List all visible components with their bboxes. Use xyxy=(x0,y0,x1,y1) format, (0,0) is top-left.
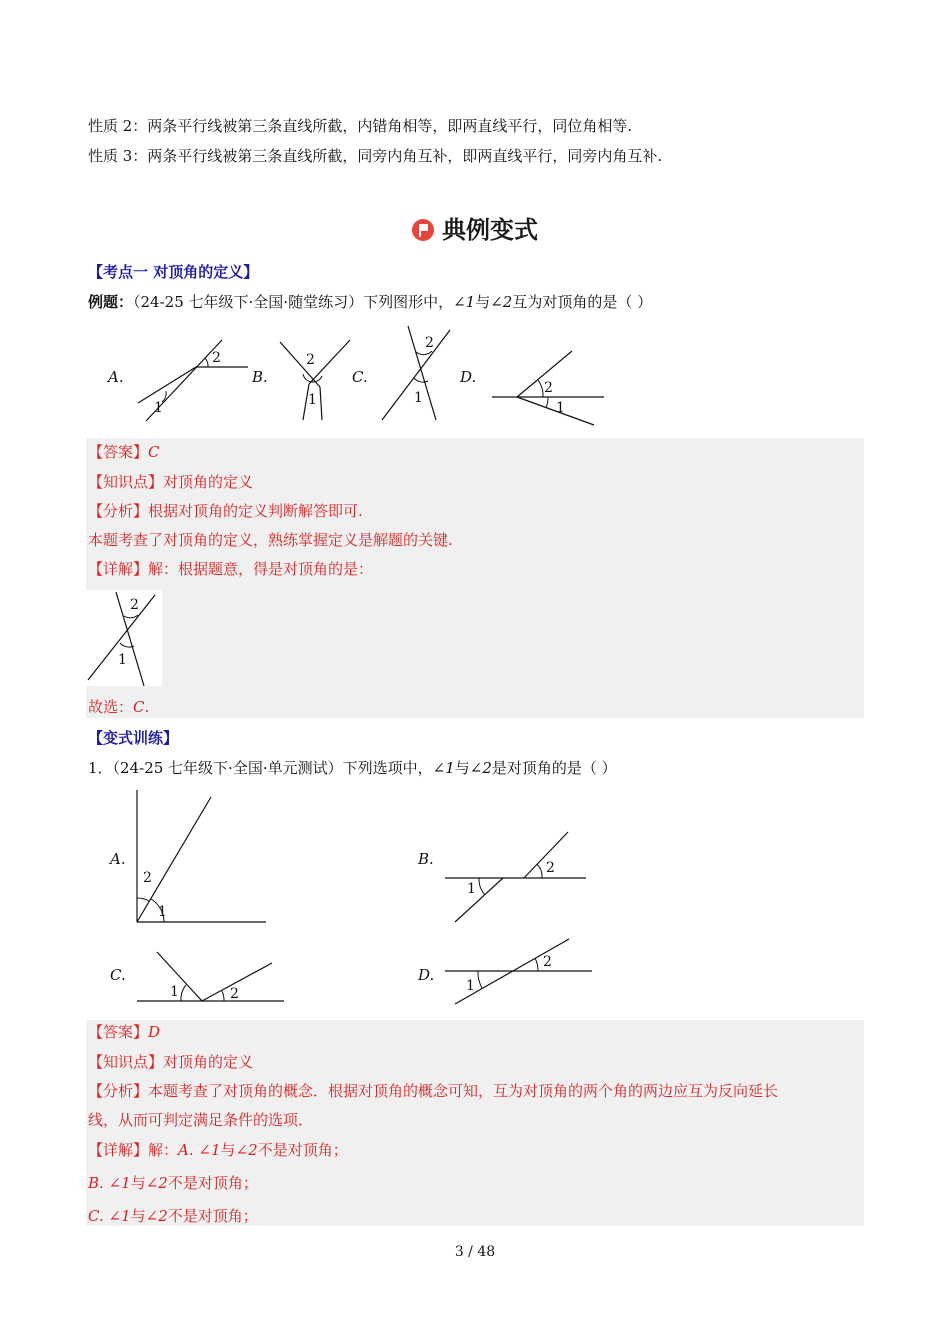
svg-text:2: 2 xyxy=(546,860,555,876)
svg-text:2: 2 xyxy=(212,350,221,366)
page-number: 3 / 48 xyxy=(454,1244,496,1260)
svg-text:2: 2 xyxy=(143,870,152,886)
svg-text:1: 1 xyxy=(467,881,476,897)
svg-text:1: 1 xyxy=(154,400,163,416)
svg-text:1: 1 xyxy=(414,390,423,406)
svg-text:1: 1 xyxy=(466,978,475,994)
example-detail: 【详解】解：根据题意，得是对顶角的是： xyxy=(88,560,374,578)
example-answer: 【答案】C xyxy=(88,443,160,461)
example-label: 例题： xyxy=(88,293,134,311)
example-option-c: C. xyxy=(352,368,368,386)
svg-text:2: 2 xyxy=(130,597,139,613)
svg-text:1: 1 xyxy=(118,652,127,668)
example-analysis: 【分析】根据对顶角的定义判断解答即可. xyxy=(88,502,363,520)
svg-text:2: 2 xyxy=(425,335,434,351)
svg-text:1: 1 xyxy=(158,904,167,920)
example-option-b: B. xyxy=(252,368,268,386)
svg-text:2: 2 xyxy=(543,954,552,970)
property-3: 性质 3：两条平行线被第三条直线所截，同旁内角互补，即两直线平行，同旁内角互补. xyxy=(88,147,663,165)
svg-text:1: 1 xyxy=(308,392,317,408)
q1-option-a: A. xyxy=(110,850,126,868)
q1-option-c: C. xyxy=(110,966,126,984)
example-analysis-2: 本题考查了对顶角的定义，熟练掌握定义是解题的关键. xyxy=(88,531,453,549)
svg-text:2: 2 xyxy=(544,380,553,396)
property-2: 性质 2：两条平行线被第三条直线所截，内错角相等，即两直线平行，同位角相等. xyxy=(88,117,633,135)
q1-detail-a: 【详解】解：A. ∠1与∠2不是对顶角； xyxy=(88,1141,348,1159)
q1-analysis-cont: 线，从而可判定满足条件的选项． xyxy=(88,1111,314,1129)
q1-detail-b: B. ∠1与∠2不是对顶角； xyxy=(88,1174,258,1192)
example-option-d: D. xyxy=(460,368,477,386)
svg-text:1: 1 xyxy=(170,984,179,1000)
svg-text:1: 1 xyxy=(556,400,565,416)
example-choose: 故选：C. xyxy=(88,698,150,716)
svg-text:2: 2 xyxy=(306,352,315,368)
section-title-text: 典例变式 xyxy=(442,216,538,244)
example-knowledge: 【知识点】对顶角的定义 xyxy=(88,473,254,491)
q1-question: 1．（24-25 七年级下·全国·单元测试）下列选项中，∠1与∠2是对顶角的是（ ） xyxy=(88,759,617,777)
q1-answer: 【答案】D xyxy=(88,1023,161,1041)
variant-heading: 【变式训练】 xyxy=(88,729,179,747)
svg-text:2: 2 xyxy=(230,986,239,1002)
kaodian-heading: 【考点一 对顶角的定义】 xyxy=(88,263,259,281)
q1-analysis: 【分析】本题考查了对顶角的概念．根据对顶角的概念可知，互为对顶角的两个角的两边应互为反向延长 xyxy=(88,1082,779,1100)
q1-detail-c: C. ∠1与∠2不是对顶角； xyxy=(88,1207,258,1225)
example-question: 例题：（24-25 七年级下·全国·随堂练习）下列图形中，∠1与∠2互为对顶角的是（ ） xyxy=(88,293,653,311)
q1-option-d: D. xyxy=(418,966,435,984)
example-option-a: A. xyxy=(108,368,124,386)
q1-option-b: B. xyxy=(418,850,434,868)
q1-knowledge: 【知识点】对顶角的定义 xyxy=(88,1053,254,1071)
